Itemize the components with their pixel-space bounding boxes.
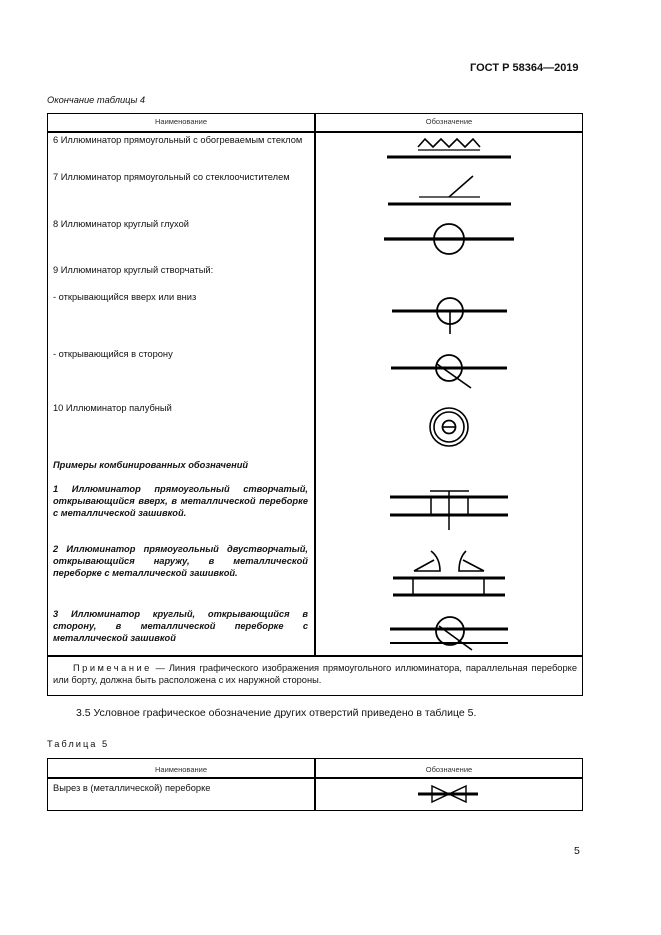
deck-porthole-symbol xyxy=(430,408,468,446)
col-header-name: Наименование xyxy=(155,765,207,774)
round-porthole-side-symbol xyxy=(391,355,507,388)
document-id: ГОСТ Р 58364—2019 xyxy=(470,62,579,74)
wiper-rect-porthole-symbol xyxy=(388,176,511,204)
paragraph: 3.5 Условное графическое обозначение других отверстий приведено в таблице 5. xyxy=(76,707,477,719)
col-header-symbol: Обозначение xyxy=(425,117,473,126)
example-label: 3 Иллюминатор круглый, открывающийся в сторону, в металлической переборке с металлической зашивкой xyxy=(53,609,308,643)
row-label: 10 Иллюминатор палубный xyxy=(53,403,172,413)
row-label: - открывающийся вверх или вниз xyxy=(53,292,197,302)
row-label: - открывающийся в сторону xyxy=(53,349,173,359)
note-text: — Линия графического изображения прямоугольного иллюминатора, параллельная переборке или борту, должна быть расположена с их наружной стороны. xyxy=(53,663,577,685)
examples-heading: Примеры комбинированных обозначений xyxy=(53,460,249,470)
row-label: 8 Иллюминатор круглый глухой xyxy=(53,219,189,229)
row-label: 6 Иллюминатор прямоугольный с обогреваемым стеклом xyxy=(53,135,303,145)
col-header-symbol: Обозначение xyxy=(425,765,473,774)
round-porthole-vertical-symbol xyxy=(392,298,507,334)
example-label: 2 Иллюминатор прямоугольный двустворчатый, открывающийся наружу, в металлической переборке с металлической зашивкой. xyxy=(53,544,308,578)
example2-symbol xyxy=(393,551,505,595)
fixed-round-porthole-symbol xyxy=(384,224,514,254)
note-label: Примечание xyxy=(73,663,152,673)
example-label: 1 Иллюминатор прямоугольный створчатый, открывающийся вверх, в металлической переборке с металлической зашивкой. xyxy=(53,484,308,518)
example3-symbol xyxy=(390,617,508,650)
row-label: 7 Иллюминатор прямоугольный со стеклоочистителем xyxy=(53,172,290,182)
page-number: 5 xyxy=(574,845,580,857)
row-label: 9 Иллюминатор круглый створчатый: xyxy=(53,265,214,275)
row-label: Вырез в (металлической) переборке xyxy=(53,783,211,793)
bulkhead-cutout-symbol xyxy=(418,786,478,802)
table4-caption: Окончание таблицы 4 xyxy=(47,95,146,105)
table5-caption: Таблица 5 xyxy=(47,739,110,749)
heated-rect-porthole-symbol xyxy=(387,139,511,157)
col-header-name: Наименование xyxy=(155,117,207,126)
example1-symbol xyxy=(390,491,508,530)
